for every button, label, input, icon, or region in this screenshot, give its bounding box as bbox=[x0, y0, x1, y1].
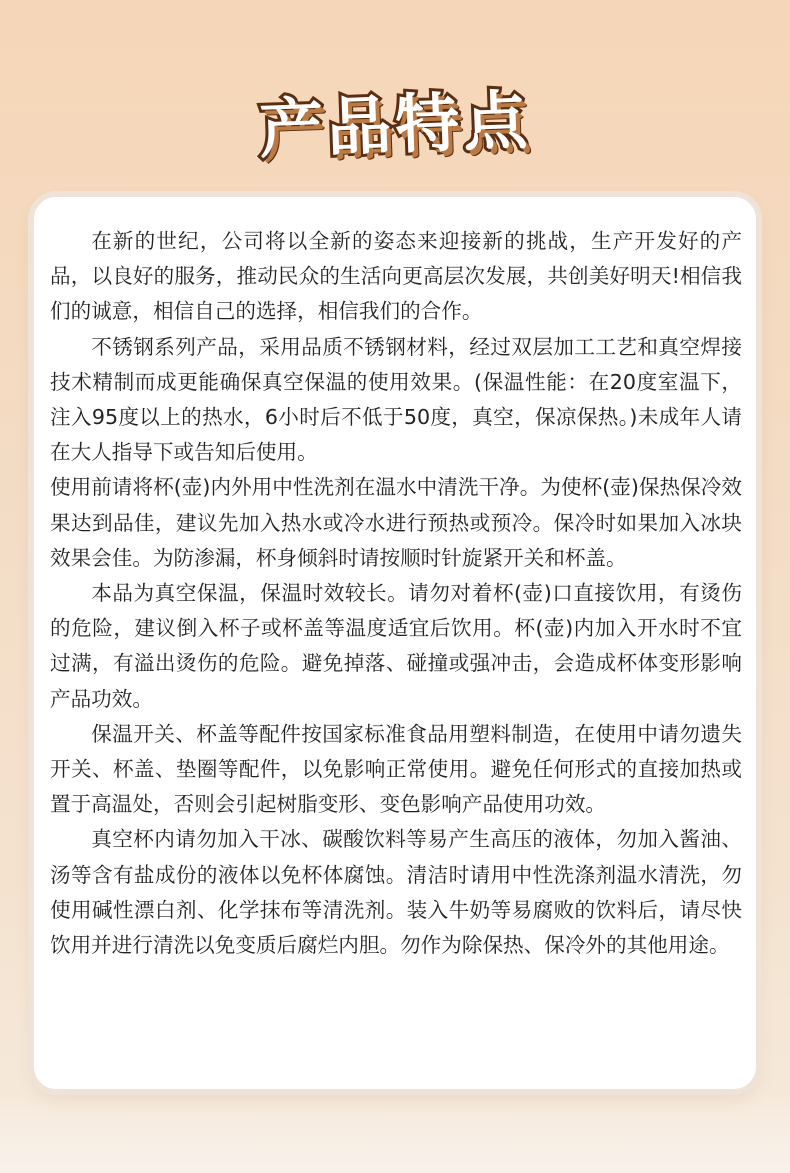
background-fade bbox=[0, 1093, 790, 1173]
page-title: 产品特点 bbox=[258, 84, 533, 168]
paragraph-accessories: 保温开关、杯盖等配件按国家标准食品用塑料制造，在使用中请勿遗失开关、杯盖、垫圈等配件，以免影响正常使用。避免任何形式的直接加热或置于高温处，否则会引起树脂变形、变色影响产品使用功效。 bbox=[50, 721, 742, 817]
paragraph-safety: 本品为真空保温，保温时效较长。请勿对着杯(壶)口直接饮用，有烫伤的危险，建议倒入杯子或杯盖等温度适宜后饮用。杯(壶)内加入开水时不宜过满，有溢出烫伤的危险。避免掉落、碰撞或强冲击，会造成杯体变形影响产品功效。 bbox=[50, 581, 742, 711]
paragraph-before-use: 使用前请将杯(壶)内外用中性洗剂在温水中清洗干净。为使杯(壶)保热保冷效果达到品佳，建议先加入热水或冷水进行预热或预冷。保冷时如果加入冰块效果会佳。为防渗漏，杯身倾斜时请按顺时针旋紧开关和杯盖。 bbox=[50, 475, 742, 570]
paragraph-intro: 在新的世纪，公司将以全新的姿态来迎接新的挑战，生产开发好的产品，以良好的服务，推动民众的生活向更高层次发展，共创美好明天!相信我们的诚意，相信自己的选择，相信我们的合作。 bbox=[50, 229, 742, 324]
title-banner bbox=[0, 70, 790, 170]
feature-text bbox=[50, 224, 742, 963]
paragraph-material: 不锈钢系列产品，采用品质不锈钢材料，经过双层加工工艺和真空焊接技术精制而成更能确保真空保温的使用效果。(保温性能：在20度室温下，注入95度以上的热水，6小时后不低于50度，真空，保凉保热。)未成年人请在大人指导下或告知后使用。 bbox=[50, 334, 742, 465]
paragraph-cautions: 真空杯内请勿加入干冰、碳酸饮料等易产生高压的液体，勿加入酱油、汤等含有盐成份的液体以免杯体腐蚀。清洁时请用中性洗涤剂温水清洗，勿使用碱性漂白剂、化学抹布等清洗剂。装入牛奶等易腐败的饮料后，请尽快饮用并进行清洗以免变质后腐烂内胆。勿作为除保热、保冷外的其他用途。 bbox=[50, 827, 742, 958]
